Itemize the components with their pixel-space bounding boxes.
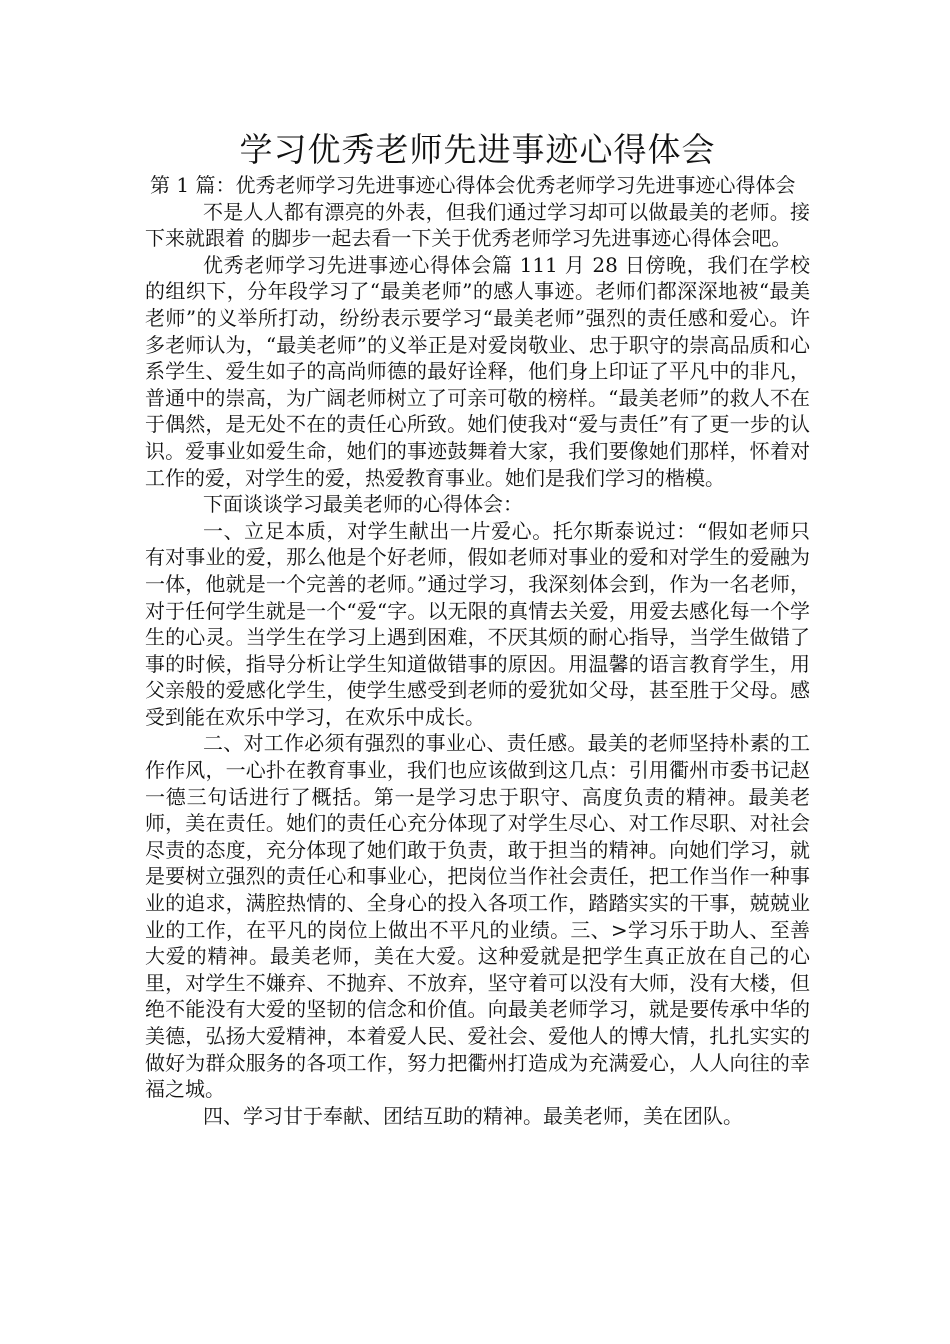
chapter-heading: 第 1 篇：优秀老师学习先进事迹心得体会优秀老师学习先进事迹心得体会 (150, 173, 796, 197)
document-page (145, 128, 810, 1129)
document-title: 学习优秀老师先进事迹心得体会 (239, 130, 716, 169)
paragraph-story: 优秀老师学习先进事迹心得体会篇 111 月 28 日傍晚，我们在学校的组织下，分年段学习了“最美老师”的感人事迹。老师们都深深地被“最美老师”的义举所打动，纷纷表示要学习“最美老师”强烈的责任感和爱心。许多老师认为，“最美老师”的义举正是对爱岗敬业、忠于职守的崇高品质和心系学生、爱生如子的高尚师德的最好诠释，他们身上印证了平凡中的非凡，普通中的崇高，为广阔老师树立了可亲可敬的榜样。“最美老师”的救人不在于偶然，是无处不在的责任心所致。她们使我对“爱与责任”有了更一步的认识。爱事业如爱生命，她们的事迹鼓舞着大家，我们要像她们那样，怀着对工作的爱，对学生的爱，热爱教育事业。她们是我们学习的楷模。 (145, 252, 810, 490)
paragraph-point-one: 一、立足本质，对学生献出一片爱心。托尔斯泰说过：“假如老师只有对事业的爱，那么他是个好老师，假如老师对事业的爱和对学生的爱融为一体，他就是一个完善的老师。”通过学习，我深刻体会到，作为一名老师，对于任何学生就是一个“爱“字。以无限的真情去关爱，用爱去感化每一个学生的心灵。当学生在学习上遇到困难，不厌其烦的耐心指导，当学生做错了事的时候，指导分析让学生知道做错事的原因。用温馨的语言教育学生，用父亲般的爱感化学生，使学生感受到老师的爱犹如父母，甚至胜于父母。感受到能在欢乐中学习，在欢乐中成长。 (145, 518, 810, 729)
paragraph-point-four: 四、学习甘于奉献、团结互助的精神。最美老师，美在团队。 (203, 1103, 743, 1128)
paragraph-point-two: 二、对工作必须有强烈的事业心、责任感。最美的老师坚持朴素的工作作风，一心扑在教育事业，我们也应该做到这几点：引用衢州市委书记赵一德三句话进行了概括。第一是学习忠于职守、高度负责的精神。最美老师，美在责任。她们的责任心充分体现了对学生尽心、对工作尽职、对社会尽责的态度，充分体现了她们敢于负责，敢于担当的精神。向她们学习，就是要树立强烈的责任心和事业心，把岗位当作社会责任，把工作当作一种事业的追求，满腔热情的、全身心的投入各项工作，踏踏实实的干事，兢兢业业的工作，在平凡的岗位上做出不平凡的业绩。三、>学习乐于助人、至善大爱的精神。最美老师，美在大爱。这种爱就是把学生真正放在自己的心里，对学生不嫌弃、不抛弃、不放弃，坚守着可以没有大师，没有大楼，但绝不能没有大爱的坚韧的信念和价值。向最美老师学习，就是要传承中华的美德，弘扬大爱精神，本着爱人民、爱社会、爱他人的博大情，扎扎实实的做好为群众服务的各项工作，努力把衢州打造成为充满爱心，人人向往的幸福之城。 (145, 731, 810, 1102)
paragraph-transition: 下面谈谈学习最美老师的心得体会： (203, 492, 523, 517)
paragraph-intro: 不是人人都有漂亮的外表，但我们通过学习却可以做最美的老师。接下来就跟着 的脚步一起去看一下关于优秀老师学习先进事迹心得体会吧。 (145, 199, 810, 251)
